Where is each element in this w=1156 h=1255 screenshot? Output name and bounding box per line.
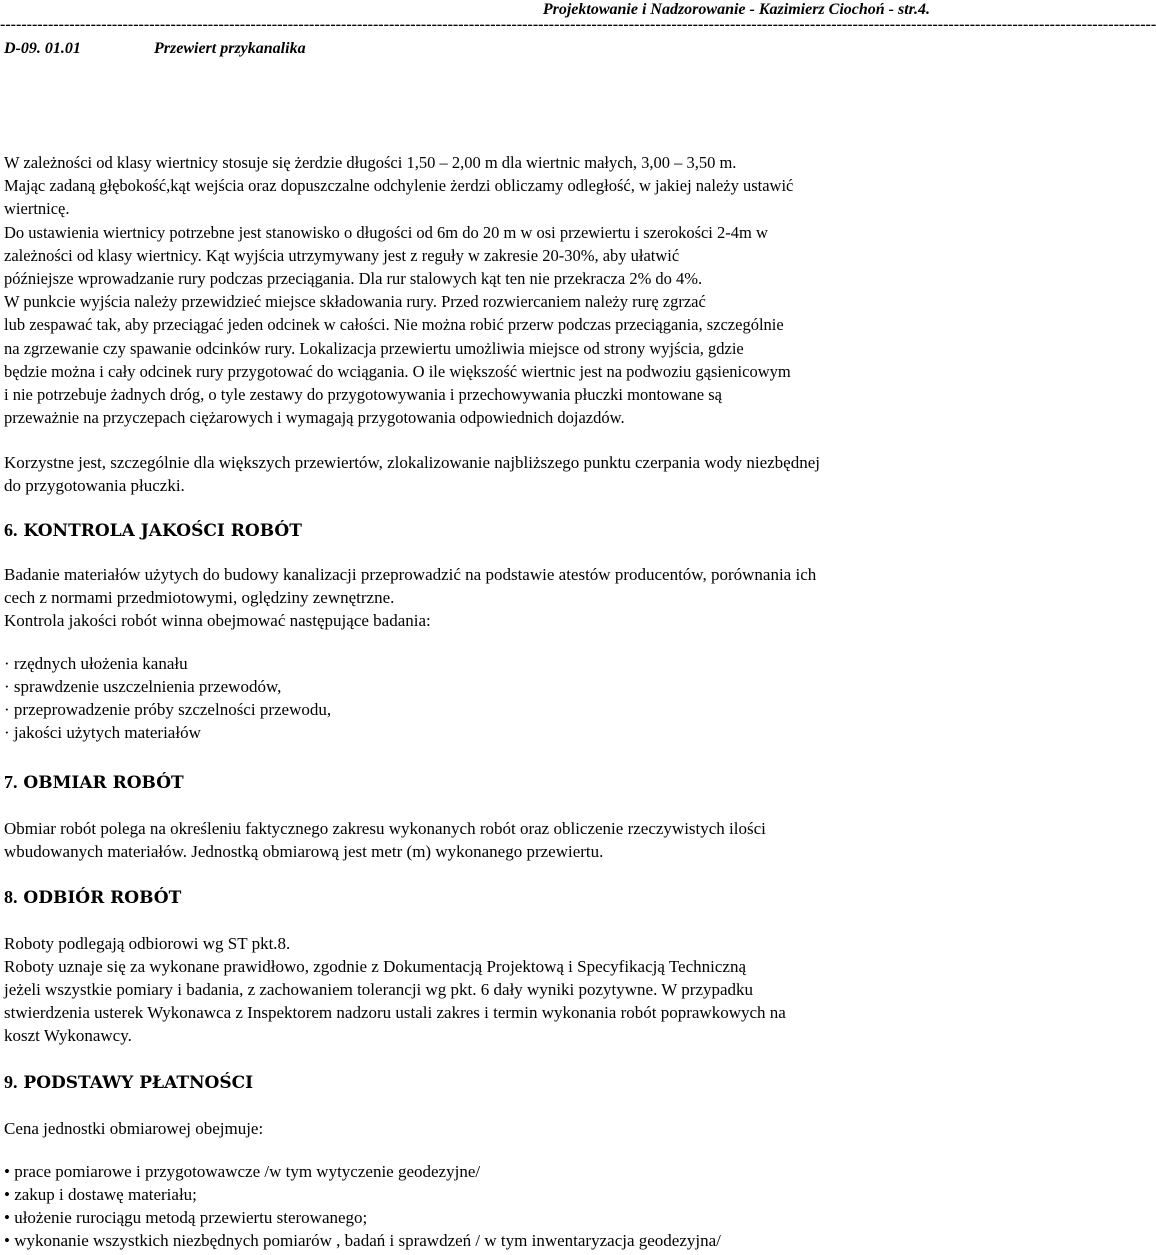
intro-paragraph	[4, 151, 952, 429]
text-line: przeważnie na przyczepach ciężarowych i wymagają przygotowania odpowiednich dojazdów.	[4, 408, 625, 428]
text-line: i nie potrzebuje żadnych dróg, o tyle zestawy do przygotowywania i przechowywania płuczki montowane są	[4, 385, 722, 405]
header-spec	[4, 40, 306, 58]
section-title: PODSTAWY PŁATNOŚCI	[17, 1073, 254, 1093]
section-9	[4, 1071, 952, 1252]
list-item: • prace pomiarowe i przygotowawcze /w tym wytyczenie geodezyjne/	[4, 1162, 481, 1181]
list-item: · rzędnych ułożenia kanału	[4, 654, 188, 673]
text-line: W punkcie wyjścia należy przewidzieć miejsce składowania rury. Przed rozwiercaniem należy rurę zgrzać	[4, 292, 706, 312]
text-line: późniejsze wprowadzanie rury podczas przeciągania. Dla rur stalowych kąt ten nie przekracza 2% do 4%.	[4, 269, 703, 289]
text-line: wbudowanych materiałów. Jednostką obmiarową jest metr (m) wykonanego przewiertu.	[4, 842, 604, 861]
text-line: Korzystne jest, szczególnie dla większych przewiertów, zlokalizowanie najbliższego punktu czerpania wody niezbędnej	[4, 453, 820, 472]
section-heading	[4, 771, 952, 795]
text-line: lub zespawać tak, aby przeciągać jeden odcinek w całości. Nie można robić przerw podczas przeciągania, szczególnie	[4, 315, 784, 335]
list-item: • zakup i dostawę materiału;	[4, 1185, 197, 1204]
text-line: wiertnicę.	[4, 199, 70, 219]
text-line: Obmiar robót polega na określeniu faktycznego zakresu wykonanych robót oraz obliczenie rzeczywistych ilości	[4, 819, 766, 838]
section-heading	[4, 1071, 952, 1095]
list-item: • wykonanie wszystkich niezbędnych pomiarów , badań i sprawdzeń / w tym inwentaryzacja geodezyjna/	[4, 1231, 721, 1250]
text-line: jeżeli wszystkie pomiary i badania, z zachowaniem tolerancji wg pkt. 6 dały wyniki pozytywne. W przypadku	[4, 980, 754, 999]
list-item: · sprawdzenie uszczelnienia przewodów,	[4, 677, 282, 696]
text-line: zależności od klasy wiertnicy. Kąt wyjścia utrzymywany jest z reguły w zakresie 20-30%, aby ułatwić	[4, 245, 680, 265]
text-line: na zgrzewanie czy spawanie odcinków rury. Lokalizacja przewiertu umożliwia miejsce od strony wyjścia, gdzie	[4, 338, 744, 358]
text-line: W zależności od klasy wiertnicy stosuje się żerdzie długości 1,50 – 2,00 m dla wiertnic małych, 3,00 – 3,50 m.	[4, 153, 737, 172]
section-heading	[4, 886, 952, 910]
section-title: ODBIÓR ROBÓT	[17, 888, 182, 908]
text-line: stwierdzenia usterek Wykonawca z Inspektorem nadzoru ustali zakres i termin wykonania robót poprawkowych na	[4, 1003, 786, 1022]
header-author: Projektowanie i Nadzorowanie - Kazimierz Ciochoń - str.4.	[542, 1, 930, 18]
spec-title: Przewiert przykanalika	[154, 40, 306, 57]
text-line: Roboty uznaje się za wykonane prawidłowo, zgodnie z Dokumentacją Projektową i Specyfikacją Techniczną	[4, 957, 746, 976]
section-number: 7.	[4, 772, 18, 792]
text-line: koszt Wykonawcy.	[4, 1026, 132, 1045]
list-item: • ułożenie rurociągu metodą przewiertu sterowanego;	[4, 1208, 368, 1227]
text-line: Roboty podlegają odbiorowi wg ST pkt.8.	[4, 934, 291, 953]
text-line: Badanie materiałów użytych do budowy kanalizacji przeprowadzić na podstawie atestów producentów, porównania ich	[4, 565, 817, 584]
text-line: Cena jednostki obmiarowej obejmuje:	[4, 1119, 264, 1138]
header-divider: -------------------------------------------------------------------------------------------------------------------------------------------------------------------------------------------------------------------------	[0, 16, 1156, 33]
section-heading	[4, 519, 952, 543]
section-6	[4, 519, 952, 744]
list-item: · jakości użytych materiałów	[4, 723, 201, 742]
text-line: Mając zadaną głębokość,kąt wejścia oraz dopuszczalne odchylenie żerdzi obliczamy odległość, w jakiej należy ustawić	[4, 176, 794, 196]
text-line: będzie można i cały odcinek rury przygotować do wciągania. O ile większość wiertnic jest na podwoziu gąsienicowym	[4, 361, 791, 381]
text-line: Do ustawienia wiertnicy potrzebne jest stanowisko o długości od 6m do 20 m w osi przewiertu i szerokości 2-4m w	[4, 222, 768, 242]
text-line: Kontrola jakości robót winna obejmować następujące badania:	[4, 611, 431, 630]
list-item: · przeprowadzenie próby szczelności przewodu,	[4, 700, 332, 719]
section-number: 6.	[4, 520, 18, 540]
section-7	[4, 771, 952, 863]
section-title: OBMIAR ROBÓT	[17, 773, 184, 793]
spec-code: D-09. 01.01	[4, 40, 81, 57]
section-8	[4, 886, 952, 1047]
text-line: do przygotowania płuczki.	[4, 476, 185, 495]
water-paragraph	[4, 451, 952, 497]
section-number: 9.	[4, 1072, 18, 1092]
section-number: 8.	[4, 887, 18, 907]
text-line: cech z normami przedmiotowymi, oględziny zewnętrzne.	[4, 588, 395, 607]
section-title: KONTROLA JAKOŚCI ROBÓT	[17, 521, 302, 541]
